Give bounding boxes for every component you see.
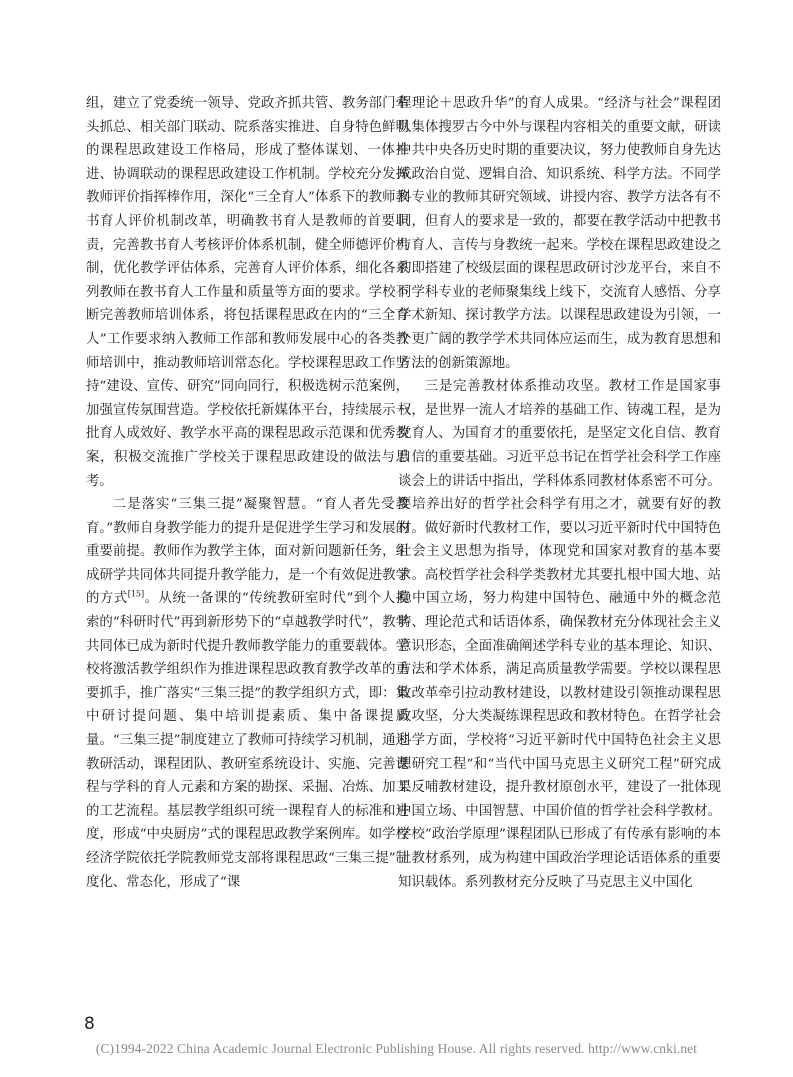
- right-text-column: [398, 92, 721, 894]
- paragraph-continued: 组，建立了党委统一领导、党政齐抓共管、教务部门牵头抓总、相关部门联动、院系落实推进、自身特色鲜明的课程思政建设工作格局，形成了整体谋划、一体推进、协调联动的课程思政建设工作机制。学校充分发挥教师评价指挥棒作用，深化“三全育人”体系下的教师教书育人评价机制改革，明确教书育人是教师的首要职责，完善教书育人考核评价体系机制，健全师德评价机制，优化教学评估体系，完善育人评价体系，细化各系列教师在教书育人工作量和质量等方面的要求。学校不断完善教师培训体系，将包括课程思政在内的“三全育人”工作要求纳入教师工作部和教师发展中心的各类教师培训中，推动教师培训常态化。学校课程思政工作坚持“建设、宣传、研究”同向同行，积极选树示范案例，加强宣传氛围营造。学校依托新媒体平台，持续展示一批育人成效好、教学水平高的课程思政示范课和优秀教案，积极交流推广学校关于课程思政建设的做法与思考。: [86, 96, 409, 489]
- paragraph-three-collect: [86, 493, 409, 894]
- paragraph-text: 。从统一备课的“传统教研室时代”到个人摸索的“科研时代”再到新形势下的“卓越教学时代”，教学共同体已成为新时代提升教师教学能力的重要载体。学校将激活教学组织作为推进课程思政教育教学改革的重要抓手，推广落实“三集三提”的教学组织方式，即：集中研讨提问题、集中培训提素质、集中备课提质量。“三集三提”制度建立了教师可持续学习机制，通过教研活动，课程团队、教研室系统设计、实施、完善课程与学科的育人元素和方案的勘探、采掘、冶炼、加工的工艺流程。基层教学组织可统一课程育人的标准和进度，形成“中央厨房”式的课程思政教学案例库。如学校经济学院依托学院教师党支部将课程思政“三集三提”制度化、常态化，形成了“课: [86, 591, 409, 890]
- paragraph-text: 二是落实“三集三提”凝聚智慧。“育人者先受教育。”教师自身教学能力的提升是促进学生学习和发展的重要前提。教师作为教学主体，面对新问题新任务，组成研学共同体共同提升教学能力，是一个有效促进教学的方式: [86, 497, 409, 607]
- left-text-column: [86, 92, 409, 894]
- page-number: 8: [84, 1014, 95, 1034]
- paragraph-continued: 程理论＋思政升华”的育人成果。“经济与社会”课程团队集体搜罗古今中外与课程内容相关的重要文献，研读中共中央各历史时期的重要决议，努力使教师自身先达成政治自觉、逻辑自洽、知识系统、科学方法。不同学科专业的教师其研究领域、讲授内容、教学方法各有不同，但育人的要求是一致的，都要在教学活动中把教书与育人、言传与身教统一起来。学校在课程思政建设之初即搭建了校级层面的课程思政研讨沙龙平台，来自不同学科专业的老师聚集线上线下，交流育人感悟、分享学术新知、探讨教学方法。以课程思政建设为引领，一个更广阔的教学学术共同体应运而生，成为教育思想和方法的创新策源地。: [398, 96, 721, 371]
- paragraph-textbook-system: 三是完善教材体系推动攻坚。教材工作是国家事权，是世界一流人才培养的基础工作、铸魂工程，是为党育人、为国育才的重要依托，是坚定文化自信、教育自信的重要基础。习近平总书记在哲学社会科学工作座谈会上的讲话中指出，学科体系同教材体系密不可分。要培养出好的哲学社会科学有用之才，就要有好的教材。做好新时代教材工作，要以习近平新时代中国特色社会主义思想为指导，体现党和国家对教育的基本要求。高校哲学社会科学类教材尤其要扎根中国大地、站稳中国立场，努力构建中国特色、融通中外的概念范畴、理论范式和话语体系，确保教材充分体现社会主义意识形态，全面准确阐述学科专业的基本理论、知识、方法和学术体系，满足高质量教学需要。学校以课程思政改革牵引拉动教材建设，以教材建设引领推动课程思政攻坚，分大类凝练课程思政和教材特色。在哲学社会科学方面，学校将“习近平新时代中国特色社会主义思想研究工程”和“当代中国马克思主义研究工程”研究成果反哺教材建设，提升教材原创水平，建设了一批体现中国立场、中国智慧、中国价值的哲学社会科学教材。学校“政治学原理”课程团队已形成了有传承有影响的本土教材系列，成为构建中国政治学理论话语体系的重要知识载体。系列教材充分反映了马克思主义中国化: [398, 379, 721, 890]
- copyright-footer: (C)1994-2022 China Academic Journal Electronic Publishing House. All rights reserved. http://www.cnki.net: [95, 1041, 698, 1056]
- citation-ref[interactable]: [15]: [127, 590, 145, 599]
